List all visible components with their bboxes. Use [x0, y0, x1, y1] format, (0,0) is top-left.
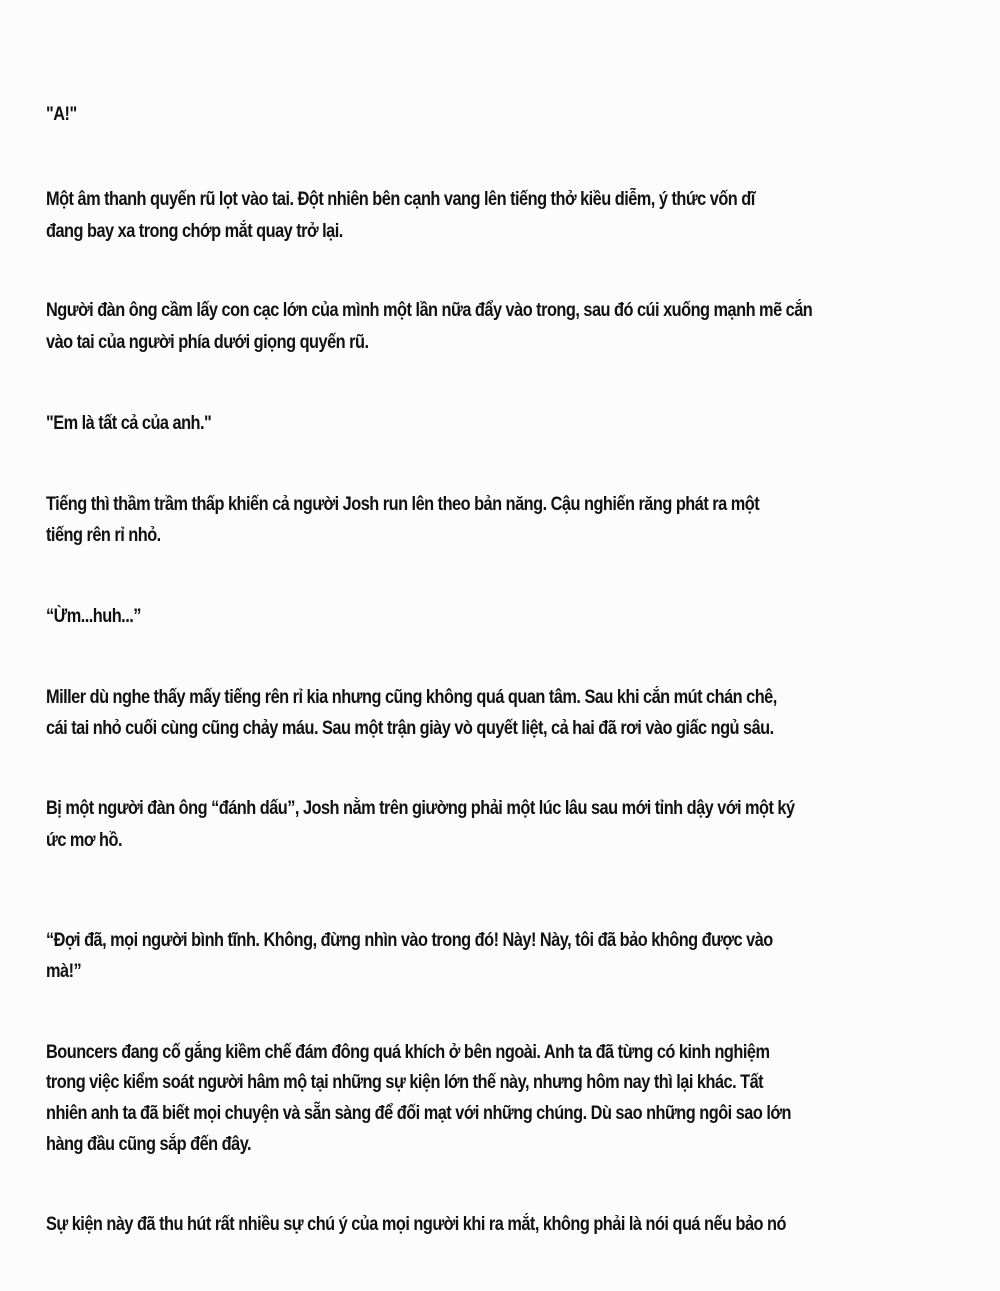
paragraph-line: "A!": [46, 104, 77, 125]
paragraph-line: tiếng rên rỉ nhỏ.: [46, 525, 161, 546]
paragraph-line: Bị một người đàn ông “đánh dấu”, Josh nằm trên giường phải một lúc lâu sau mới tỉnh dậy với một ký: [46, 798, 795, 819]
paragraph-line: "Em là tất cả của anh.": [46, 413, 212, 434]
paragraph-line: Tiếng thì thầm trầm thấp khiến cả người Josh run lên theo bản năng. Cậu nghiến răng phát ra một: [46, 494, 760, 515]
paragraph-line: Bouncers đang cố gắng kiềm chế đám đông quá khích ở bên ngoài. Anh ta đã từng có kinh nghiệm: [46, 1042, 770, 1063]
paragraph-line: Người đàn ông cầm lấy con cạc lớn của mình một lần nữa đẩy vào trong, sau đó cúi xuống mạnh mẽ cắn: [46, 300, 813, 321]
paragraph-line: ức mơ hồ.: [46, 830, 123, 851]
paragraph-line: Một âm thanh quyến rũ lọt vào tai. Đột nhiên bên cạnh vang lên tiếng thở kiều diễm, ý thức vốn dĩ: [46, 189, 755, 210]
paragraph-line: cái tai nhỏ cuối cùng cũng chảy máu. Sau một trận giày vò quyết liệt, cả hai đã rơi vào giấc ngủ sâu.: [46, 718, 774, 739]
paragraph-line: “Đợi đã, mọi người bình tĩnh. Không, đừng nhìn vào trong đó! Này! Này, tôi đã bảo không được vào: [46, 930, 773, 951]
paragraph-line: Sự kiện này đã thu hút rất nhiều sự chú ý của mọi người khi ra mắt, không phải là nói quá nếu bảo nó: [46, 1214, 786, 1235]
paragraph-line: mà!”: [46, 961, 82, 982]
paragraph-line: “Ừm...huh...”: [46, 606, 141, 627]
paragraph-line: Miller dù nghe thấy mấy tiếng rên rỉ kia nhưng cũng không quá quan tâm. Sau khi cắn mút chán chê,: [46, 687, 777, 708]
paragraph-line: đang bay xa trong chớp mắt quay trở lại.: [46, 221, 343, 242]
paragraph-line: trong việc kiểm soát người hâm mộ tại những sự kiện lớn thế này, nhưng hôm nay thì lại khác. Tất: [46, 1072, 764, 1093]
paragraph-line: nhiên anh ta đã biết mọi chuyện và sẵn sàng để đối mạt với những chúng. Dù sao những ngôi sao lớn: [46, 1103, 791, 1124]
paragraph-line: vào tai của người phía dưới giọng quyến rũ.: [46, 332, 369, 353]
paragraph-line: hàng đầu cũng sắp đến đây.: [46, 1134, 252, 1155]
